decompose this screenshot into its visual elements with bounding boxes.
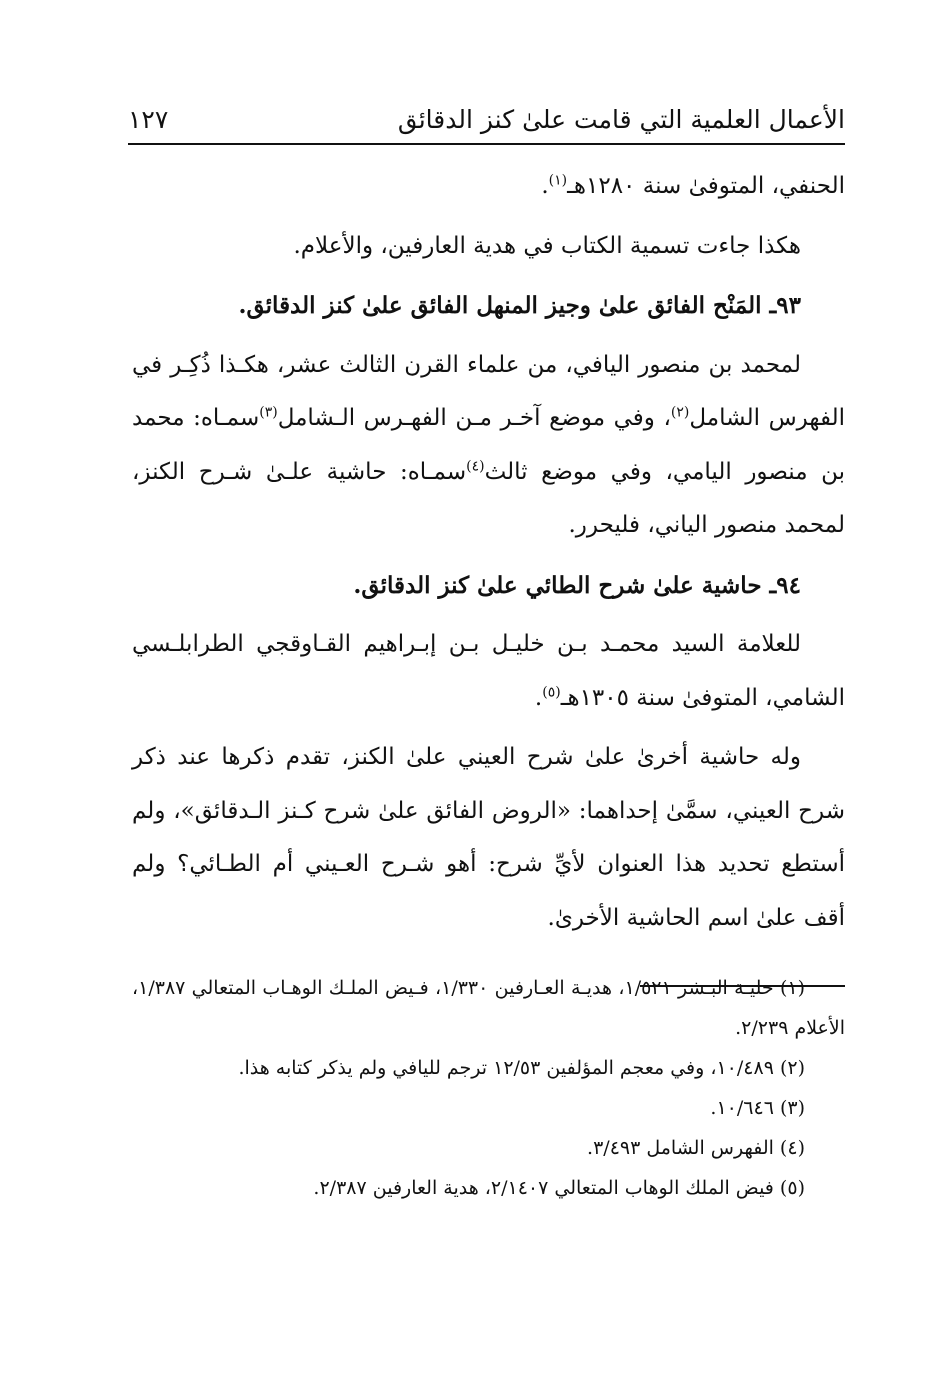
footnote-ref: (٢)	[670, 404, 690, 421]
footnote-ref: (٤)	[466, 457, 485, 474]
paragraph: لمحمد بن منصور اليافي، من علماء القرن الثالث عشر، هكـذا ذُكِـر في الفهرس الشامل$^{(٢)}$، وفي موضع آخـر مـن الفهـرس الـشامل$^{(٣)}$سمـاه: محمد بن منصور اليامي، وفي موضع ثالث$^{(٤)}$سمـاه: حاشية علـىٰ شـرح الكنز، لمحمد منصور الياني، فليحرر.	[132, 351, 845, 538]
footnotes	[132, 968, 845, 1208]
footnote-item: (٢) ١٠/٤٨٩، وفي معجم المؤلفين ١٢/٥٣ ترجم لليافي ولم يذكر كتابه هذا.	[238, 1057, 805, 1079]
paragraph: هكذا جاءت تسمية الكتاب في هدية العارفين، والأعلام.	[293, 232, 801, 259]
running-header	[128, 92, 845, 140]
running-title: الأعمال العلمية التي قامت علىٰ كنز الدقائق	[397, 105, 845, 134]
header-divider	[128, 143, 845, 145]
entry-heading-94: ٩٤ـ حاشية علىٰ شرح الطائي علىٰ كنز الدقائق.	[353, 571, 801, 599]
paragraph: للعلامة السيد محمـد بـن خليـل بـن إبـراهيم القـاوقجي الطرابلـسي الشامي، المتوفىٰ سنة ١٣٠٥هـ$^{(٥)}$.	[132, 631, 845, 711]
main-text	[132, 160, 845, 945]
paragraph-continuation: الحنفي، المتوفىٰ سنة ١٢٨٠هـ$^{(١)}$.	[541, 172, 845, 199]
footnote-item: (١) حليـة البـشر ١/٥٢١، هديـة العـارفين ١/٣٣٠، فـيض الملـك الوهـاب المتعالي ١/٣٨٧، الأعلام ٢/٢٣٩.	[132, 977, 845, 1039]
footnote-item: (٥) فيض الملك الوهاب المتعالي ٢/١٤٠٧، هدية العارفين ٢/٣٨٧.	[313, 1177, 805, 1199]
footnote-item: (٤) الفهرس الشامل ٣/٤٩٣.	[587, 1137, 805, 1159]
footnote-ref: (٣)	[259, 404, 278, 421]
footnote-item: (٣) ١٠/٦٤٦.	[710, 1097, 805, 1119]
page-number: ١٢٧	[128, 105, 169, 134]
footnote-ref: (١)	[548, 172, 568, 189]
footnote-ref: (٥)	[542, 683, 561, 700]
entry-heading-93: ٩٣ـ المَنْح الفائق علىٰ وجيز المنهل الفائق علىٰ كنز الدقائق.	[238, 292, 801, 319]
paragraph: وله حاشية أخرىٰ علىٰ شرح العيني علىٰ الكنز، تقدم ذكرها عند ذكر شرح العيني، سمَّىٰ إحداهما: «الروض الفائق علىٰ شرح كـنز الـدقائق»، ولم أستطع تحديد هذا العنوان لأيِّ شرح: أهو شـرح العـيني أم الطـائي؟ ولم أقف علىٰ اسم الحاشية الأخرىٰ.	[132, 744, 845, 931]
